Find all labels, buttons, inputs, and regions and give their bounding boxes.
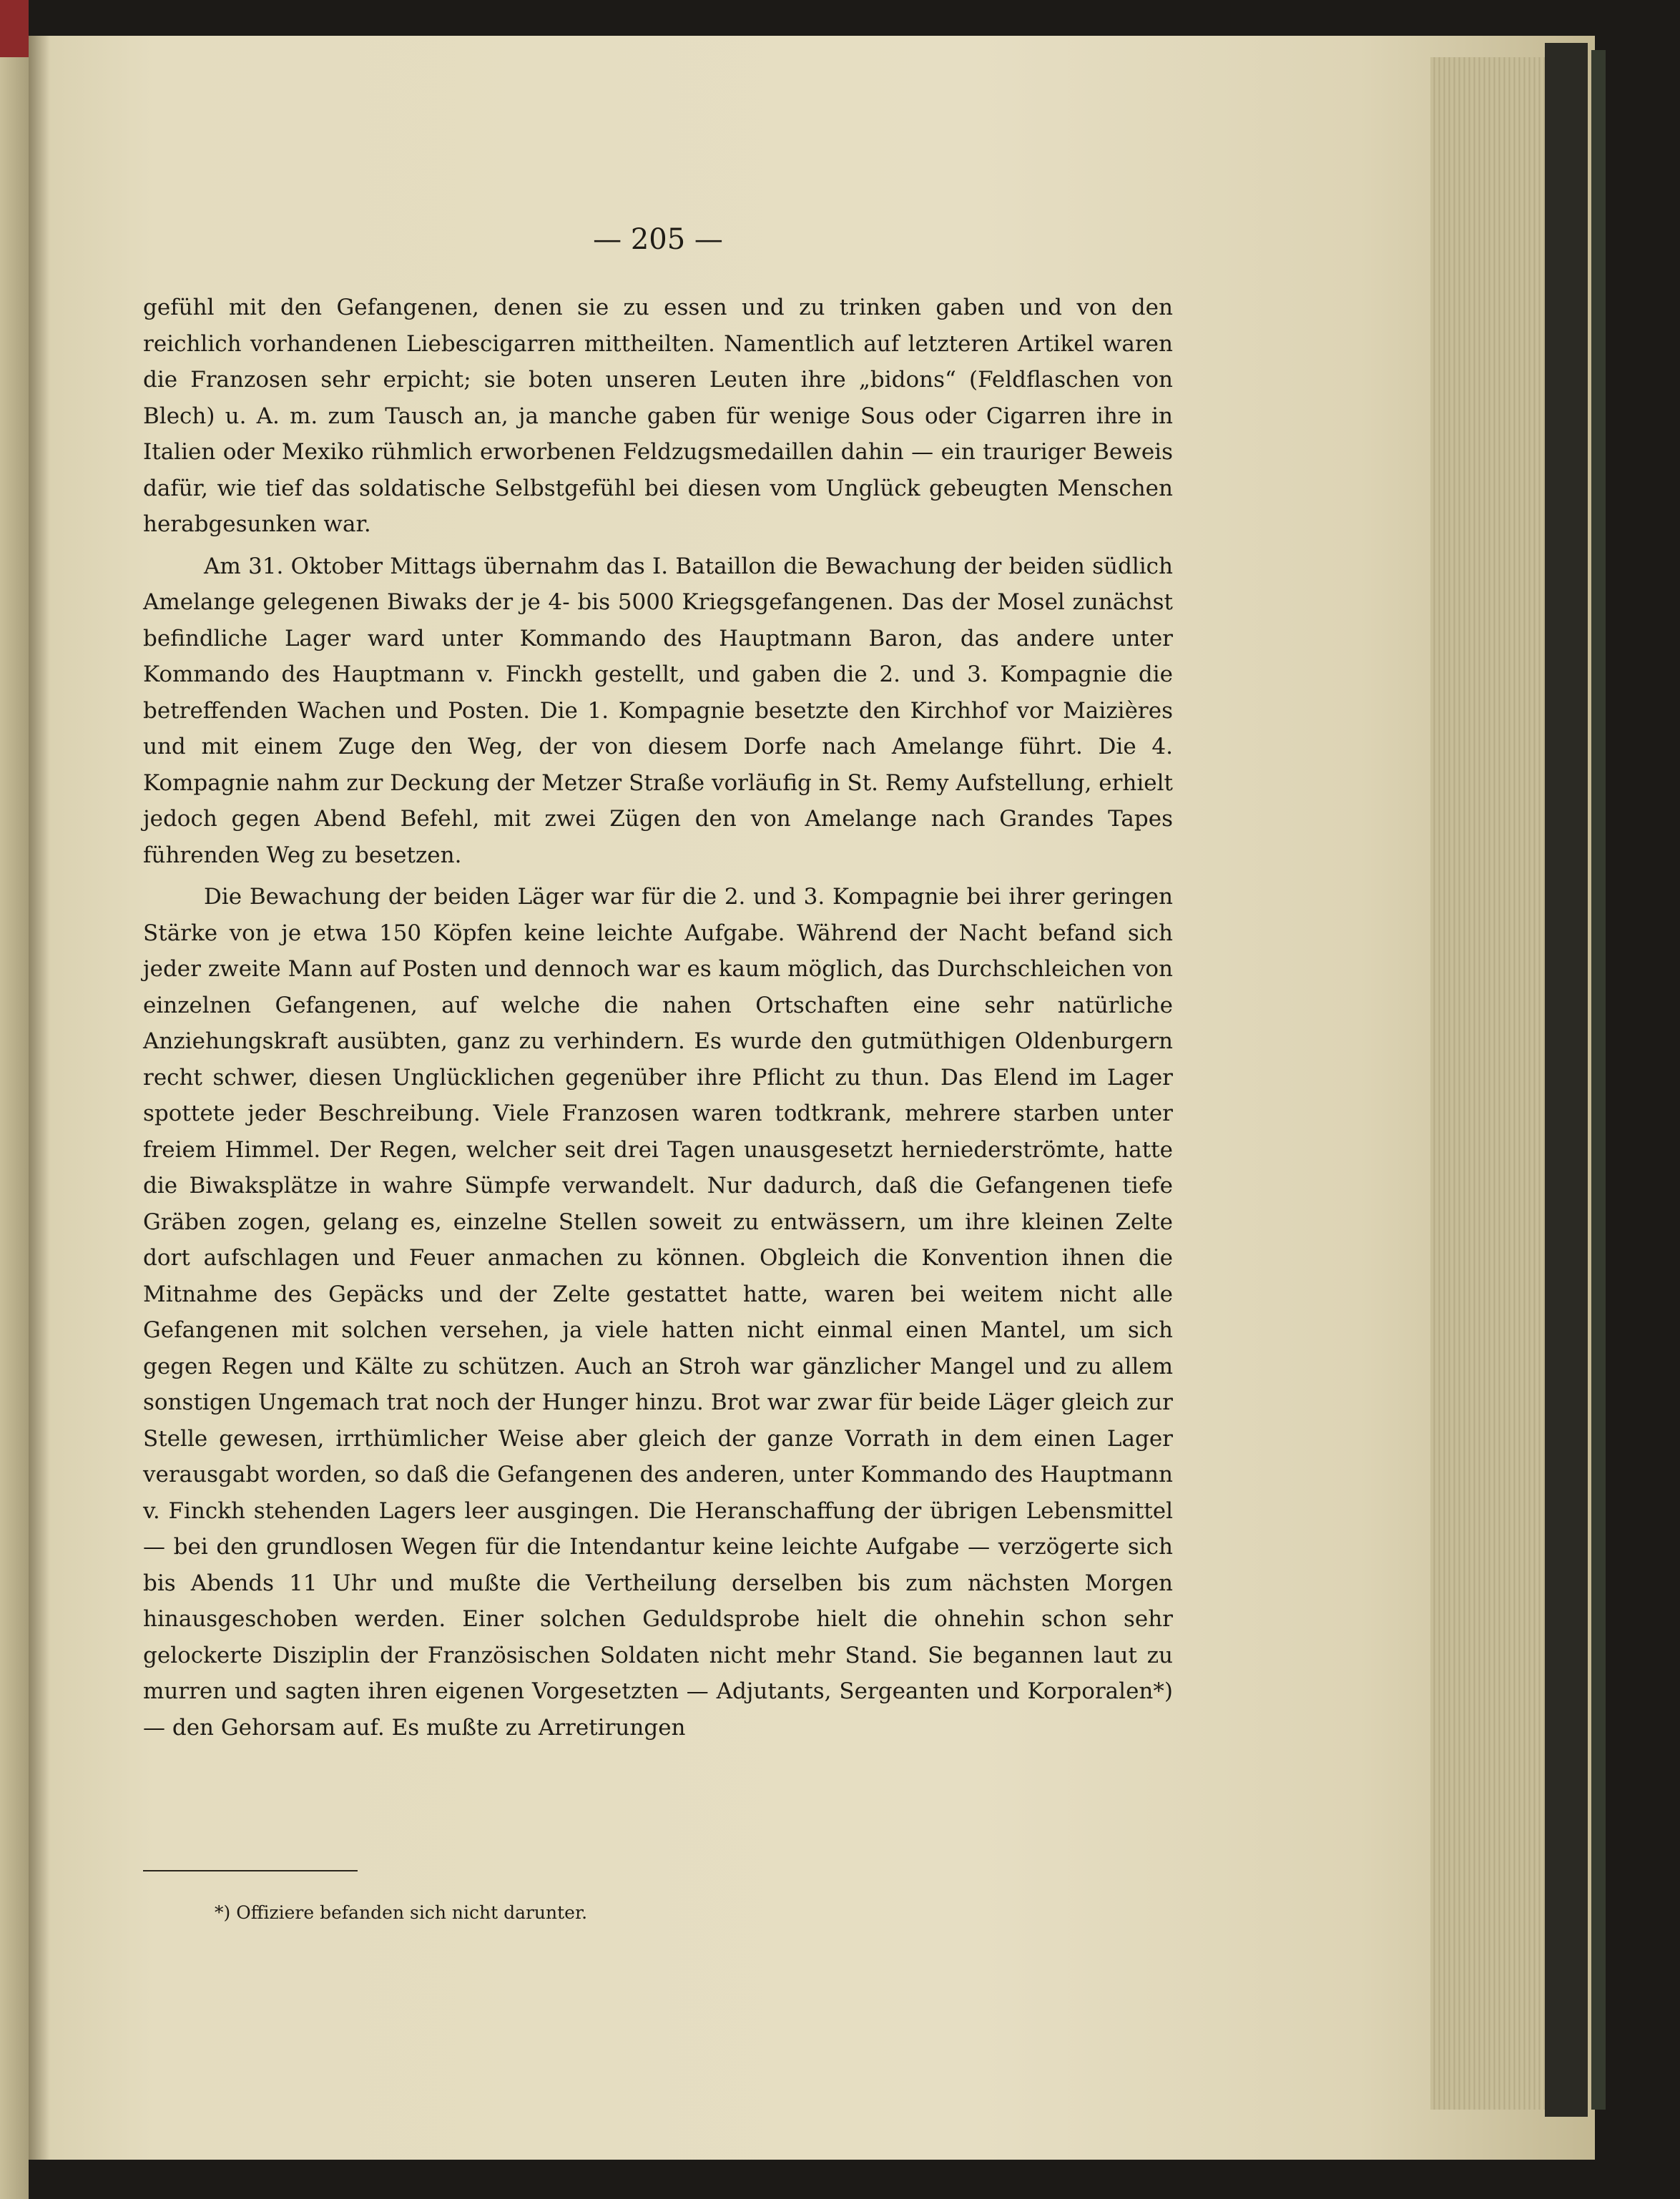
page-number: — 205 — [593,223,723,256]
paragraph: Am 31. Oktober Mittags übernahm das I. Bataillon die Bewachung der beiden südlich Amelange gelegenen Biwaks der je 4- bis 5000 Kriegsgefangenen. Das der Mosel zunächst befindliche Lager ward unter Kommando des Hauptmann Baron, das andere unter Kommando des Hauptmann v. Finckh gestellt, und gaben die 2. und 3. Kompagnie die betreffenden Wachen und Posten. Die 1. Kompagnie besetzte den Kirchhof vor Maizières und mit einem Zuge den Weg, der von diesem Dorfe nach Amelange führt. Die 4. Kompagnie nahm zur Deckung der Metzer Straße vorläufig in St. Remy Aufstellung, erhielt jedoch gegen Abend Befehl, mit zwei Zügen den von Amelange nach Grandes Tapes führenden Weg zu besetzen. [143,553,1173,868]
page-body-text [143,290,1173,1746]
book-cover-cloth [1591,50,1606,2110]
left-page-edge [0,0,29,2199]
red-bookmark-edge [0,0,29,57]
footnote: *) Offiziere befanden sich nicht darunter. [215,1902,588,1923]
book-cover-edge [1545,43,1588,2117]
page-gutter-shadow [29,36,50,2160]
footnote-rule [143,1870,358,1871]
paragraph-continued: gefühl mit den Gefangenen, denen sie zu essen und zu trinken gaben und von den reichlich vorhandenen Liebescigarren mittheilten. Namentlich auf letzteren Artikel waren die Franzosen sehr erpicht; sie boten unseren Leuten ihre „bidons“ (Feldflaschen von Blech) u. A. m. zum Tausch an, ja manche gaben für wenige Sous oder Cigarren ihre in Italien oder Mexiko rühmlich erworbenen Feldzugsmedaillen dahin — ein trauriger Beweis dafür, wie tief das soldatische Selbstgefühl bei diesen vom Unglück gebeugten Menschen herabgesunken war. [143,295,1173,537]
paragraph: Die Bewachung der beiden Läger war für die 2. und 3. Kompagnie bei ihrer geringen Stärke von je etwa 150 Köpfen keine leichte Aufgabe. Während der Nacht befand sich jeder zweite Mann auf Posten und dennoch war es kaum möglich, das Durchschleichen von einzelnen Gefangenen, auf welche die nahen Ortschaften eine sehr natürliche Anziehungskraft ausübten, ganz zu verhindern. Es wurde den gutmüthigen Oldenburgern recht schwer, diesen Unglücklichen gegenüber ihre Pflicht zu thun. Das Elend im Lager spottete jeder Beschreibung. Viele Franzosen waren todtkrank, mehrere starben unter freiem Himmel. Der Regen, welcher seit drei Tagen unausgesetzt herniederströmte, hatte die Biwaksplätze in wahre Sümpfe verwandelt. Nur dadurch, daß die Gefangenen tiefe Gräben zogen, gelang es, einzelne Stellen soweit zu entwässern, um ihre kleinen Zelte dort aufschlagen und Feuer anmachen zu können. Obgleich die Konvention ihnen die Mitnahme des Gepäcks und der Zelte gestattet hatte, waren bei weitem nicht alle Gefangenen mit solchen versehen, ja viele hatten nicht einmal einen Mantel, um sich gegen Regen und Kälte zu schützen. Auch an Stroh war gänzlicher Mangel und zu allem sonstigen Ungemach trat noch der Hunger hinzu. Brot war zwar für beide Läger gleich zur Stelle gewesen, irrthümlicher Weise aber gleich der ganze Vorrath in dem einen Lager verausgabt worden, so daß die Gefangenen des anderen, unter Kommando des Hauptmann v. Finckh stehenden Lagers leer ausgingen. Die Heranschaffung der übrigen Lebensmittel — bei den grundlosen Wegen für die Intendantur keine leichte Aufgabe — verzögerte sich bis Abends 11 Uhr und mußte die Vertheilung derselben bis zum nächsten Morgen hinausgeschoben werden. Einer solchen Geduldsprobe hielt die ohnehin schon sehr gelockerte Disziplin der Französischen Soldaten nicht mehr Stand. Sie begannen laut zu murren und sagten ihren eigenen Vorgesetzten — Adjutants, Sergeanten und Korporalen*) — den Gehorsam auf. Es mußte zu Arretirungen [143,884,1173,1741]
